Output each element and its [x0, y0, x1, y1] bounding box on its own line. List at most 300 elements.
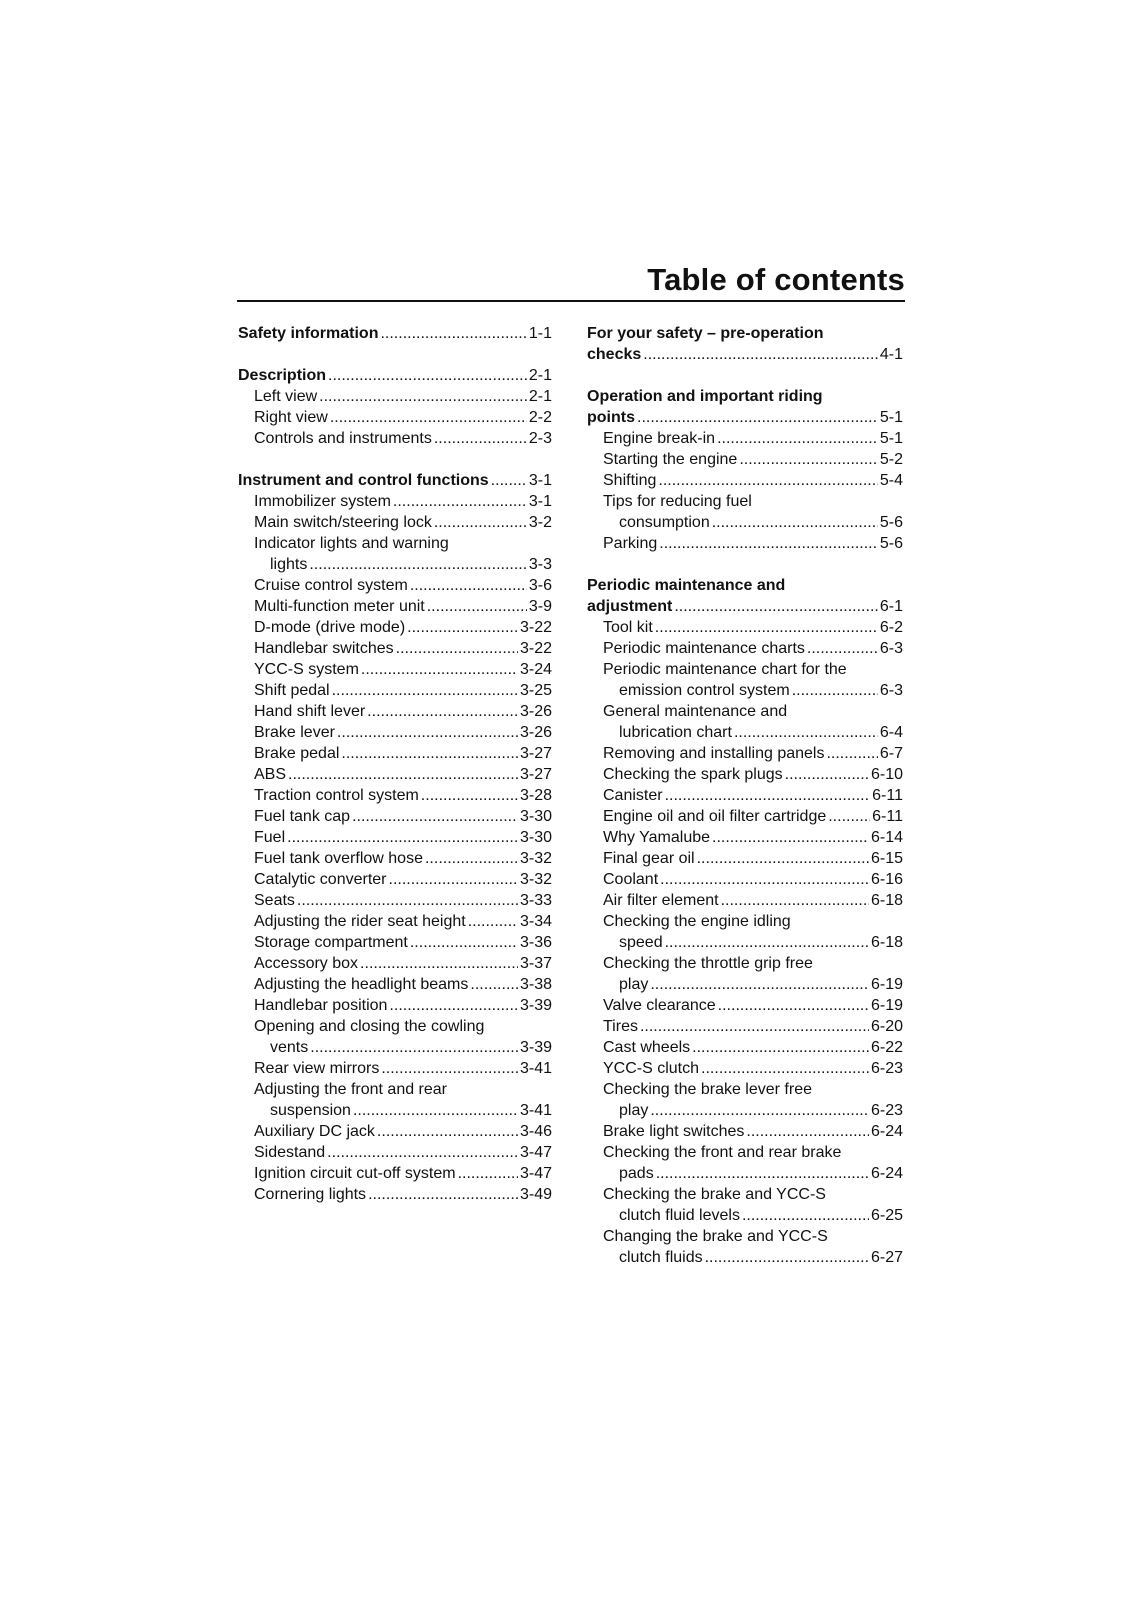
dot-leader — [717, 428, 878, 449]
toc-page-number: 6-19 — [870, 997, 903, 1014]
toc-entry — [587, 1142, 903, 1163]
toc-entry-title: Coolant — [603, 871, 659, 888]
toc-entry-title: Checking the brake lever free — [603, 1081, 812, 1098]
toc-entry-title: Checking the brake and YCC-S — [603, 1186, 826, 1203]
toc-entry-title: Adjusting the rider seat height — [254, 913, 466, 930]
dot-leader — [470, 974, 518, 995]
dot-leader — [828, 806, 870, 827]
toc-spacer — [587, 554, 903, 575]
dot-leader — [367, 701, 518, 722]
dot-leader — [396, 638, 518, 659]
toc-page-number: 6-10 — [870, 766, 903, 783]
dot-leader — [739, 449, 878, 470]
dot-leader — [665, 932, 869, 953]
toc-entry[interactable] — [238, 701, 552, 722]
toc-page-number: 6-3 — [879, 640, 903, 657]
toc-entry[interactable] — [587, 1163, 903, 1184]
dot-leader — [712, 512, 878, 533]
dot-leader — [421, 785, 518, 806]
toc-entry[interactable] — [587, 449, 903, 470]
toc-entry[interactable] — [238, 638, 552, 659]
dot-leader — [655, 617, 878, 638]
toc-section-heading[interactable] — [587, 596, 903, 617]
toc-entry[interactable] — [238, 1100, 552, 1121]
toc-entry[interactable] — [587, 827, 903, 848]
dot-leader — [650, 974, 869, 995]
toc-entry[interactable] — [238, 680, 552, 701]
toc-entry-title: clutch fluids — [619, 1249, 703, 1266]
toc-section-heading[interactable] — [587, 344, 903, 365]
toc-entry[interactable] — [587, 785, 903, 806]
dot-leader — [330, 407, 527, 428]
toc-section-heading[interactable] — [238, 323, 552, 344]
toc-page-number: 6-18 — [870, 892, 903, 909]
toc-entry[interactable] — [587, 512, 903, 533]
toc-page-number: 6-27 — [870, 1249, 903, 1266]
toc-entry-title: Immobilizer system — [254, 493, 391, 510]
toc-entry — [587, 491, 903, 512]
toc-section-heading[interactable] — [587, 407, 903, 428]
toc-entry[interactable] — [238, 764, 552, 785]
toc-entry-title: Engine break-in — [603, 430, 716, 447]
toc-page-number: 6-19 — [870, 976, 903, 993]
toc-entry-title: Catalytic converter — [254, 871, 387, 888]
toc-page-number: 6-23 — [870, 1102, 903, 1119]
toc-spacer — [238, 344, 552, 365]
toc-entry-title: Adjusting the headlight beams — [254, 976, 469, 993]
toc-entry-title: Fuel tank overflow hose — [254, 850, 423, 867]
toc-page-number: 2-2 — [528, 409, 552, 426]
toc-entry-title: Accessory box — [254, 955, 359, 972]
dot-leader — [734, 722, 878, 743]
toc-entry[interactable] — [238, 1163, 552, 1184]
dot-leader — [718, 995, 869, 1016]
toc-entry-title: play — [619, 1102, 649, 1119]
toc-entry[interactable] — [587, 533, 903, 554]
toc-page-number: 5-1 — [879, 430, 903, 447]
toc-entry-title: Controls and instruments — [254, 430, 432, 447]
dot-leader — [692, 1037, 869, 1058]
toc-entry-title: Adjusting the front and rear — [254, 1081, 448, 1098]
toc-entry[interactable] — [587, 995, 903, 1016]
toc-entry — [587, 1184, 903, 1205]
toc-entry[interactable] — [238, 1058, 552, 1079]
toc-entry-title: Cornering lights — [254, 1186, 367, 1203]
toc-entry[interactable] — [238, 1121, 552, 1142]
dot-leader — [368, 1184, 518, 1205]
toc-page-number: 6-7 — [879, 745, 903, 762]
toc-entry — [238, 1079, 552, 1100]
toc-page-number: 1-1 — [528, 325, 552, 342]
toc-page-number: 6-11 — [872, 787, 903, 804]
toc-section-heading[interactable] — [238, 470, 552, 491]
toc-page-number: 3-22 — [519, 619, 552, 636]
toc-page-number: 6-18 — [870, 934, 903, 951]
toc-entry-title: Air filter element — [603, 892, 719, 909]
toc-entry-title: Auxiliary DC jack — [254, 1123, 375, 1140]
toc-entry-title: Cast wheels — [603, 1039, 691, 1056]
toc-page-number: 3-36 — [519, 934, 552, 951]
toc-entry-title: Description — [238, 367, 327, 384]
toc-page-number: 6-1 — [879, 598, 903, 615]
toc-entry[interactable] — [238, 596, 552, 617]
toc-page-number: 3-30 — [519, 808, 552, 825]
dot-leader — [328, 365, 527, 386]
toc-entry[interactable] — [238, 848, 552, 869]
toc-page-number: 5-6 — [879, 514, 903, 531]
toc-entry[interactable] — [587, 974, 903, 995]
toc-entry[interactable] — [238, 659, 552, 680]
dot-leader — [389, 869, 518, 890]
toc-entry-title: Handlebar position — [254, 997, 388, 1014]
toc-entry[interactable] — [587, 722, 903, 743]
toc-entry-title: Rear view mirrors — [254, 1060, 380, 1077]
toc-entry[interactable] — [587, 1100, 903, 1121]
toc-page-number: 5-6 — [879, 535, 903, 552]
toc-entry[interactable] — [238, 932, 552, 953]
toc-entry-title: Checking the spark plugs — [603, 766, 783, 783]
toc-page-number: 3-46 — [519, 1123, 552, 1140]
dot-leader — [656, 1163, 869, 1184]
toc-section-heading[interactable] — [238, 365, 552, 386]
toc-entry — [587, 953, 903, 974]
toc-entry[interactable] — [587, 932, 903, 953]
toc-section-heading — [587, 575, 903, 596]
toc-entry-title: Storage compartment — [254, 934, 408, 951]
toc-entry-title: Starting the engine — [603, 451, 738, 468]
toc-spacer — [238, 449, 552, 470]
dot-leader — [705, 1247, 869, 1268]
toc-entry — [587, 1226, 903, 1247]
dot-leader — [288, 764, 518, 785]
toc-entry-title: emission control system — [619, 682, 790, 699]
toc-spacer — [587, 365, 903, 386]
toc-entry[interactable] — [587, 1121, 903, 1142]
toc-page-number: 3-2 — [528, 514, 552, 531]
toc-page-number: 3-39 — [519, 997, 552, 1014]
toc-entry-title: Checking the front and rear brake — [603, 1144, 842, 1161]
dot-leader — [660, 869, 869, 890]
toc-page-number: 3-47 — [519, 1144, 552, 1161]
toc-entry-title: Cruise control system — [254, 577, 408, 594]
dot-leader — [309, 554, 527, 575]
toc-entry-title: Tool kit — [603, 619, 653, 636]
toc-page-number: 6-3 — [879, 682, 903, 699]
title-rule — [237, 300, 905, 302]
toc-entry[interactable] — [587, 764, 903, 785]
toc-entry-title: Changing the brake and YCC-S — [603, 1228, 828, 1245]
toc-page-number: 3-24 — [519, 661, 552, 678]
dot-leader — [697, 848, 869, 869]
dot-leader — [287, 827, 518, 848]
toc-entry[interactable] — [238, 407, 552, 428]
toc-page-number: 5-2 — [879, 451, 903, 468]
toc-entry-title: Removing and installing panels — [603, 745, 825, 762]
toc-page-number: 3-26 — [519, 724, 552, 741]
toc-entry[interactable] — [587, 680, 903, 701]
toc-entry — [238, 533, 552, 554]
dot-leader — [337, 722, 518, 743]
dot-leader — [491, 470, 527, 491]
toc-entry[interactable] — [587, 428, 903, 449]
toc-entry[interactable] — [238, 1184, 552, 1205]
toc-page-number: 3-22 — [519, 640, 552, 657]
dot-leader — [381, 1058, 518, 1079]
dot-leader — [643, 344, 878, 365]
toc-page-number: 6-22 — [870, 1039, 903, 1056]
toc-page-number: 6-11 — [872, 808, 903, 825]
toc-entry-title: Periodic maintenance and — [587, 577, 786, 594]
toc-entry-title: Fuel tank cap — [254, 808, 351, 825]
toc-page-number: 3-25 — [519, 682, 552, 699]
toc-entry — [587, 1079, 903, 1100]
toc-entry[interactable] — [238, 911, 552, 932]
toc-entry-title: Left view — [254, 388, 318, 405]
dot-leader — [640, 1016, 869, 1037]
toc-entry-title: Checking the engine idling — [603, 913, 791, 930]
toc-entry[interactable] — [238, 617, 552, 638]
toc-page-number: 3-37 — [519, 955, 552, 972]
toc-page-number: 2-1 — [528, 367, 552, 384]
toc-entry-title: Tires — [603, 1018, 638, 1035]
toc-page-number: 3-32 — [519, 871, 552, 888]
dot-leader — [352, 806, 518, 827]
toc-page-number: 3-1 — [528, 493, 552, 510]
toc-entry-title: Brake lever — [254, 724, 335, 741]
toc-page-number: 3-34 — [519, 913, 552, 930]
toc-entry[interactable] — [587, 470, 903, 491]
dot-leader — [377, 1121, 518, 1142]
toc-entry-title: adjustment — [587, 598, 673, 615]
toc-entry-title: clutch fluid levels — [619, 1207, 740, 1224]
toc-page-number: 3-39 — [519, 1039, 552, 1056]
toc-entry-title: Ignition circuit cut-off system — [254, 1165, 456, 1182]
toc-entry-title: checks — [587, 346, 642, 363]
toc-entry-title: Valve clearance — [603, 997, 716, 1014]
dot-leader — [434, 428, 527, 449]
dot-leader — [341, 743, 518, 764]
toc-page-number: 3-6 — [528, 577, 552, 594]
toc-section-heading — [587, 323, 903, 344]
toc-entry-title: Fuel — [254, 829, 286, 846]
toc-entry-title: Opening and closing the cowling — [254, 1018, 485, 1035]
toc-page-number: 6-23 — [870, 1060, 903, 1077]
toc-entry[interactable] — [587, 1037, 903, 1058]
dot-leader — [327, 1142, 518, 1163]
toc-entry[interactable] — [238, 491, 552, 512]
toc-entry[interactable] — [587, 806, 903, 827]
dot-leader — [650, 1100, 869, 1121]
dot-leader — [746, 1121, 869, 1142]
toc-right-column — [587, 323, 903, 1268]
toc-page-number: 2-1 — [528, 388, 552, 405]
toc-entry-title: suspension — [270, 1102, 351, 1119]
toc-entry[interactable] — [238, 743, 552, 764]
toc-entry-title: Final gear oil — [603, 850, 695, 867]
toc-entry[interactable] — [587, 1205, 903, 1226]
toc-page-number: 6-15 — [870, 850, 903, 867]
toc-entry-title: Periodic maintenance chart for the — [603, 661, 847, 678]
toc-page-number: 6-24 — [870, 1123, 903, 1140]
toc-entry-title: Seats — [254, 892, 295, 909]
toc-page-number: 3-33 — [519, 892, 552, 909]
toc-entry-title: Engine oil and oil filter cartridge — [603, 808, 827, 825]
toc-entry-title: Multi-function meter unit — [254, 598, 425, 615]
toc-entry-title: Shifting — [603, 472, 657, 489]
dot-leader — [425, 848, 518, 869]
toc-entry-title: YCC-S system — [254, 661, 359, 678]
toc-entry[interactable] — [238, 953, 552, 974]
toc-entry-title: Checking the throttle grip free — [603, 955, 813, 972]
dot-leader — [721, 890, 869, 911]
dot-leader — [665, 785, 871, 806]
toc-entry[interactable] — [238, 386, 552, 407]
toc-page-number: 3-27 — [519, 766, 552, 783]
toc-page-number: 3-47 — [519, 1165, 552, 1182]
toc-entry[interactable] — [587, 890, 903, 911]
dot-leader — [332, 680, 518, 701]
toc-entry[interactable] — [238, 974, 552, 995]
dot-leader — [674, 596, 878, 617]
toc-entry[interactable] — [238, 1037, 552, 1058]
dot-leader — [410, 932, 518, 953]
toc-entry-title: YCC-S clutch — [603, 1060, 700, 1077]
toc-entry-title: D-mode (drive mode) — [254, 619, 406, 636]
toc-entry[interactable] — [587, 638, 903, 659]
toc-entry[interactable] — [587, 1247, 903, 1268]
dot-leader — [427, 596, 527, 617]
toc-page-number: 3-3 — [528, 556, 552, 573]
toc-entry[interactable] — [238, 1142, 552, 1163]
toc-page-number: 3-28 — [519, 787, 552, 804]
toc-entry[interactable] — [238, 428, 552, 449]
toc-page-number: 3-9 — [528, 598, 552, 615]
toc-page-number: 6-14 — [870, 829, 903, 846]
toc-entry-title: For your safety – pre-operation — [587, 325, 824, 342]
toc-page-number: 4-1 — [879, 346, 903, 363]
toc-entry-title: ABS — [254, 766, 287, 783]
toc-entry-title: Periodic maintenance charts — [603, 640, 805, 657]
toc-page-number: 3-49 — [519, 1186, 552, 1203]
toc-entry[interactable] — [587, 743, 903, 764]
toc-entry-title: Right view — [254, 409, 328, 426]
dot-leader — [380, 323, 526, 344]
toc-page-number: 5-1 — [879, 409, 903, 426]
toc-entry — [587, 701, 903, 722]
toc-entry-title: Indicator lights and warning — [254, 535, 449, 552]
dot-leader — [434, 512, 527, 533]
toc-entry-title: consumption — [619, 514, 710, 531]
dot-leader — [393, 491, 527, 512]
toc-entry[interactable] — [238, 869, 552, 890]
dot-leader — [310, 1037, 518, 1058]
toc-entry-title: Operation and important riding — [587, 388, 823, 405]
toc-entry[interactable] — [238, 575, 552, 596]
toc-page-number: 6-4 — [879, 724, 903, 741]
toc-entry[interactable] — [587, 617, 903, 638]
toc-page-number: 3-41 — [519, 1102, 552, 1119]
dot-leader — [659, 533, 878, 554]
toc-page-number: 3-27 — [519, 745, 552, 762]
dot-leader — [361, 659, 518, 680]
dot-leader — [701, 1058, 869, 1079]
toc-entry[interactable] — [238, 827, 552, 848]
toc-entry-title: Brake light switches — [603, 1123, 745, 1140]
toc-entry[interactable] — [587, 1016, 903, 1037]
dot-leader — [297, 890, 518, 911]
toc-entry[interactable] — [587, 848, 903, 869]
toc-entry-title: vents — [270, 1039, 309, 1056]
dot-leader — [389, 995, 518, 1016]
toc-left-column — [238, 323, 552, 1205]
toc-entry[interactable] — [238, 890, 552, 911]
toc-entry-title: Instrument and control functions — [238, 472, 489, 489]
toc-entry[interactable] — [587, 869, 903, 890]
dot-leader — [458, 1163, 518, 1184]
toc-entry-title: lubrication chart — [619, 724, 732, 741]
dot-leader — [826, 743, 877, 764]
dot-leader — [407, 617, 518, 638]
page-title: Table of contents — [647, 262, 905, 297]
dot-leader — [792, 680, 878, 701]
toc-entry-title: Sidestand — [254, 1144, 326, 1161]
toc-page-number: 2-3 — [528, 430, 552, 447]
dot-leader — [742, 1205, 869, 1226]
toc-page-number: 3-1 — [528, 472, 552, 489]
toc-page-number: 6-16 — [870, 871, 903, 888]
toc-page-number: 3-32 — [519, 850, 552, 867]
toc-page-number: 3-41 — [519, 1060, 552, 1077]
toc-entry-title: Hand shift lever — [254, 703, 366, 720]
dot-leader — [360, 953, 518, 974]
toc-entry-title: Tips for reducing fuel — [603, 493, 752, 510]
toc-entry-title: pads — [619, 1165, 654, 1182]
toc-entry-title: play — [619, 976, 649, 993]
toc-entry — [587, 911, 903, 932]
toc-entry[interactable] — [238, 806, 552, 827]
dot-leader — [807, 638, 878, 659]
dot-leader — [353, 1100, 518, 1121]
toc-entry-title: Shift pedal — [254, 682, 330, 699]
toc-page-number: 3-38 — [519, 976, 552, 993]
toc-page-number: 3-30 — [519, 829, 552, 846]
toc-entry-title: lights — [270, 556, 308, 573]
toc-page-number: 5-4 — [879, 472, 903, 489]
toc-entry[interactable] — [587, 1058, 903, 1079]
toc-entry-title: Handlebar switches — [254, 640, 394, 657]
toc-entry[interactable] — [238, 554, 552, 575]
dot-leader — [319, 386, 527, 407]
toc-entry-title: speed — [619, 934, 663, 951]
toc-entry-title: General maintenance and — [603, 703, 788, 720]
toc-entry-title: Main switch/steering lock — [254, 514, 432, 531]
toc-page-number: 6-25 — [870, 1207, 903, 1224]
toc-page-number: 6-2 — [879, 619, 903, 636]
toc-entry — [238, 1016, 552, 1037]
dot-leader — [785, 764, 869, 785]
dot-leader — [712, 827, 869, 848]
toc-entry[interactable] — [238, 785, 552, 806]
toc-entry[interactable] — [238, 512, 552, 533]
toc-entry[interactable] — [238, 722, 552, 743]
toc-entry-title: Traction control system — [254, 787, 419, 804]
toc-page-number: 6-24 — [870, 1165, 903, 1182]
toc-entry-title: Safety information — [238, 325, 379, 342]
toc-entry-title: Parking — [603, 535, 658, 552]
dot-leader — [410, 575, 527, 596]
toc-entry[interactable] — [238, 995, 552, 1016]
toc-page-number: 6-20 — [870, 1018, 903, 1035]
